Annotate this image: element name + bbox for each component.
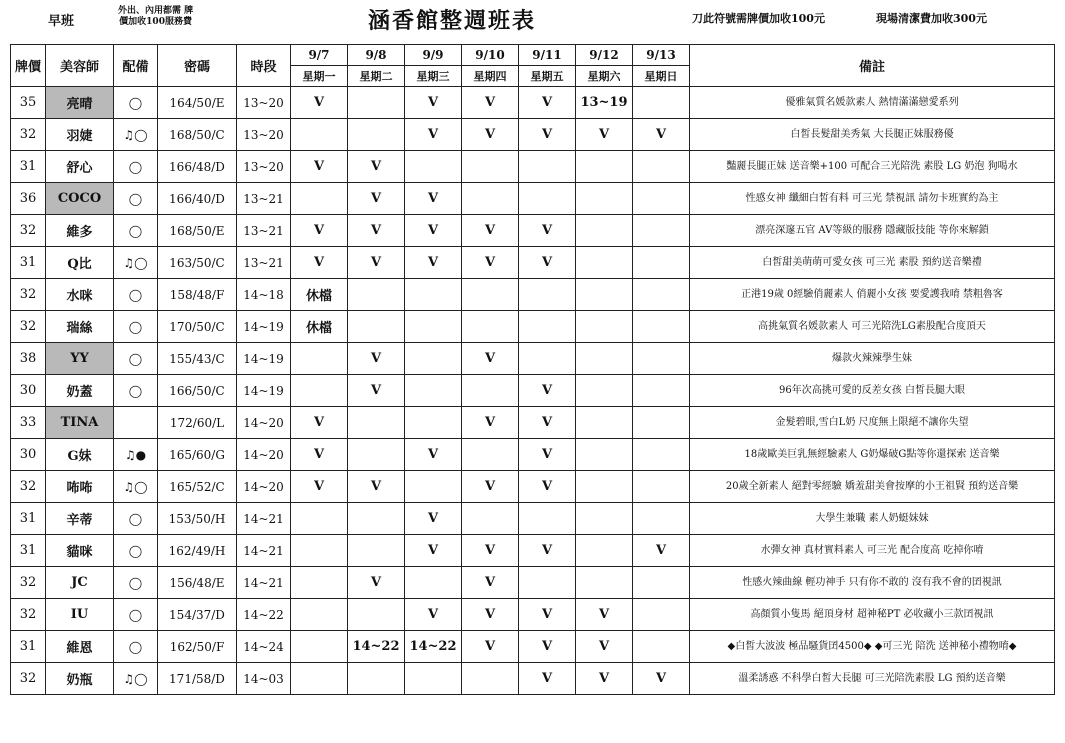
day-cell: V	[291, 471, 348, 503]
day-cell: V	[405, 599, 462, 631]
price-cell: 32	[11, 215, 46, 247]
day-cell: V	[405, 119, 462, 151]
col-cup: 配備	[114, 45, 158, 87]
cup-cell: ◯	[114, 87, 158, 119]
day-cell: V	[576, 599, 633, 631]
col-date: 9/10	[462, 45, 519, 66]
day-cell	[633, 407, 690, 439]
name-cell: 羽婕	[46, 119, 114, 151]
page-title: 涵香館整週班表	[368, 8, 537, 34]
schedule-body	[11, 87, 1055, 695]
day-cell	[348, 599, 405, 631]
schedule-table	[10, 44, 1055, 695]
name-cell: IU	[46, 599, 114, 631]
table-row	[11, 343, 1055, 375]
surcharge-note: 刀此符號需牌價加收100元	[692, 12, 825, 25]
cup-cell: ♫◯	[114, 119, 158, 151]
time-cell: 14~24	[237, 631, 291, 663]
day-cell	[462, 375, 519, 407]
code-cell: 171/58/D	[158, 663, 237, 695]
note-cell: 白皙長髮甜美秀氣 大長腿正妹服務優	[690, 119, 1055, 151]
name-cell: 奶蓋	[46, 375, 114, 407]
name-cell: G妹	[46, 439, 114, 471]
day-cell	[405, 311, 462, 343]
day-cell	[519, 311, 576, 343]
note-cell: 性感火辣曲線 輕功神手 只有你不敢的 沒有我不會的囝視訊	[690, 567, 1055, 599]
day-cell: V	[462, 599, 519, 631]
time-cell: 14~21	[237, 535, 291, 567]
time-cell: 14~19	[237, 311, 291, 343]
price-cell: 31	[11, 503, 46, 535]
cup-cell: ◯	[114, 375, 158, 407]
day-cell	[291, 535, 348, 567]
day-cell: V	[519, 599, 576, 631]
cup-cell: ◯	[114, 343, 158, 375]
day-cell: V	[405, 183, 462, 215]
day-cell	[576, 567, 633, 599]
time-cell: 14~21	[237, 503, 291, 535]
time-cell: 13~21	[237, 215, 291, 247]
price-cell: 32	[11, 663, 46, 695]
day-cell	[291, 599, 348, 631]
time-cell: 14~20	[237, 407, 291, 439]
day-cell	[291, 343, 348, 375]
name-cell: TINA	[46, 407, 114, 439]
day-cell: V	[462, 567, 519, 599]
cup-cell: ◯	[114, 151, 158, 183]
day-cell: V	[348, 183, 405, 215]
table-row	[11, 439, 1055, 471]
day-cell	[405, 407, 462, 439]
day-cell: V	[462, 247, 519, 279]
price-cell: 32	[11, 119, 46, 151]
day-cell	[291, 567, 348, 599]
day-cell: V	[291, 407, 348, 439]
day-cell: V	[405, 503, 462, 535]
code-cell: 164/50/E	[158, 87, 237, 119]
code-cell: 163/50/C	[158, 247, 237, 279]
day-cell: V	[348, 343, 405, 375]
table-row	[11, 471, 1055, 503]
day-cell: V	[462, 119, 519, 151]
code-cell: 154/37/D	[158, 599, 237, 631]
day-cell	[519, 503, 576, 535]
day-cell: V	[519, 471, 576, 503]
note-cell: 96年次高挑可愛的反差女孩 白皙長腿大眼	[690, 375, 1055, 407]
col-date: 9/8	[348, 45, 405, 66]
day-cell	[405, 151, 462, 183]
day-cell: V	[348, 151, 405, 183]
day-cell: V	[519, 631, 576, 663]
code-cell: 162/50/F	[158, 631, 237, 663]
name-cell: 維恩	[46, 631, 114, 663]
day-cell	[348, 407, 405, 439]
day-cell	[633, 215, 690, 247]
day-cell	[462, 151, 519, 183]
code-cell: 155/43/C	[158, 343, 237, 375]
day-cell: V	[576, 119, 633, 151]
day-cell	[633, 375, 690, 407]
day-cell	[348, 503, 405, 535]
day-cell: V	[291, 87, 348, 119]
col-code: 密碼	[158, 45, 237, 87]
time-cell: 13~20	[237, 151, 291, 183]
day-cell: V	[291, 247, 348, 279]
day-cell	[576, 407, 633, 439]
cup-cell: ◯	[114, 599, 158, 631]
day-cell	[291, 375, 348, 407]
cup-cell: ♫◯	[114, 247, 158, 279]
time-cell: 13~20	[237, 119, 291, 151]
day-cell: V	[633, 663, 690, 695]
day-cell	[291, 631, 348, 663]
day-cell	[348, 87, 405, 119]
col-price: 牌價	[11, 45, 46, 87]
note-cell: 優雅氣質名媛款素人 熱情滿滿戀愛系列	[690, 87, 1055, 119]
day-cell: V	[633, 119, 690, 151]
name-cell: 亮晴	[46, 87, 114, 119]
code-cell: 166/40/D	[158, 183, 237, 215]
day-cell	[633, 343, 690, 375]
table-row	[11, 119, 1055, 151]
day-cell: 休檔	[291, 279, 348, 311]
table-row	[11, 567, 1055, 599]
day-cell	[576, 183, 633, 215]
name-cell: 辛蒂	[46, 503, 114, 535]
service-fee-note-line1: 外出、內用都需 牌	[118, 6, 194, 16]
price-cell: 36	[11, 183, 46, 215]
col-weekday: 星期三	[405, 66, 462, 87]
day-cell: V	[519, 535, 576, 567]
name-cell: YY	[46, 343, 114, 375]
table-row	[11, 503, 1055, 535]
table-row	[11, 151, 1055, 183]
day-cell: V	[462, 471, 519, 503]
time-cell: 14~18	[237, 279, 291, 311]
service-fee-note-line2: 價加收100服務費	[119, 17, 192, 27]
day-cell	[576, 247, 633, 279]
col-weekday: 星期二	[348, 66, 405, 87]
cup-cell: ◯	[114, 311, 158, 343]
day-cell: V	[348, 471, 405, 503]
code-cell: 166/48/D	[158, 151, 237, 183]
day-cell	[576, 375, 633, 407]
day-cell: V	[519, 663, 576, 695]
day-cell	[291, 503, 348, 535]
code-cell: 172/60/L	[158, 407, 237, 439]
day-cell	[576, 471, 633, 503]
code-cell: 165/52/C	[158, 471, 237, 503]
note-cell: 大學生兼職 素人奶蜓妹妹	[690, 503, 1055, 535]
name-cell: 瑞絲	[46, 311, 114, 343]
col-date: 9/11	[519, 45, 576, 66]
price-cell: 31	[11, 631, 46, 663]
day-cell	[348, 279, 405, 311]
note-cell: 高顏質小隻馬 絕頂身材 超神秘PT 必收藏小三款囝視訊	[690, 599, 1055, 631]
day-cell	[462, 311, 519, 343]
time-cell: 14~21	[237, 567, 291, 599]
service-fee-note	[118, 6, 193, 28]
cup-cell: ♫●	[114, 439, 158, 471]
day-cell	[462, 279, 519, 311]
note-cell: 豔麗長腿正妹 送音樂+100 可配合三光陪洗 素股 LG 奶泡 狗喝水	[690, 151, 1055, 183]
time-cell: 14~20	[237, 439, 291, 471]
day-cell: V	[462, 407, 519, 439]
day-cell	[576, 503, 633, 535]
name-cell: 奶瓶	[46, 663, 114, 695]
day-cell	[633, 311, 690, 343]
day-cell	[576, 279, 633, 311]
col-remark: 備註	[690, 45, 1055, 87]
day-cell	[633, 599, 690, 631]
day-cell	[405, 567, 462, 599]
day-cell	[633, 247, 690, 279]
name-cell: 維多	[46, 215, 114, 247]
time-cell: 13~21	[237, 183, 291, 215]
cup-cell: ◯	[114, 567, 158, 599]
day-cell	[291, 183, 348, 215]
table-row	[11, 215, 1055, 247]
day-cell: V	[519, 87, 576, 119]
price-cell: 30	[11, 375, 46, 407]
day-cell: V	[462, 87, 519, 119]
cup-cell: ◯	[114, 535, 158, 567]
day-cell	[462, 183, 519, 215]
day-cell: V	[633, 535, 690, 567]
day-cell	[348, 439, 405, 471]
name-cell: 咘咘	[46, 471, 114, 503]
price-cell: 35	[11, 87, 46, 119]
day-cell	[576, 311, 633, 343]
price-cell: 31	[11, 151, 46, 183]
day-cell: V	[405, 247, 462, 279]
day-cell: V	[348, 567, 405, 599]
day-cell: V	[462, 215, 519, 247]
col-name: 美容師	[46, 45, 114, 87]
day-cell: V	[519, 375, 576, 407]
cup-cell	[114, 407, 158, 439]
day-cell	[519, 567, 576, 599]
time-cell: 13~20	[237, 87, 291, 119]
note-cell: 金髮碧眼,雪白L奶 尺度無上限絕不讓你失望	[690, 407, 1055, 439]
col-weekday: 星期日	[633, 66, 690, 87]
table-row	[11, 407, 1055, 439]
name-cell: 貓咪	[46, 535, 114, 567]
price-cell: 32	[11, 279, 46, 311]
price-cell: 32	[11, 471, 46, 503]
day-cell	[348, 663, 405, 695]
day-cell: V	[519, 439, 576, 471]
day-cell	[633, 183, 690, 215]
cleaning-fee-note: 現場清潔費加收300元	[876, 12, 987, 25]
day-cell	[519, 183, 576, 215]
day-cell	[348, 535, 405, 567]
name-cell: JC	[46, 567, 114, 599]
day-cell: V	[462, 631, 519, 663]
day-cell: V	[462, 535, 519, 567]
day-cell: V	[348, 215, 405, 247]
shift-label: 早班	[48, 14, 75, 29]
day-cell	[576, 535, 633, 567]
note-cell: 爆款火辣辣學生妹	[690, 343, 1055, 375]
day-cell	[576, 343, 633, 375]
day-cell	[633, 471, 690, 503]
day-cell	[405, 375, 462, 407]
col-date: 9/12	[576, 45, 633, 66]
day-cell	[519, 279, 576, 311]
note-cell: ◆白皙大波波 極品騷貨囝4500◆ ◆可三光 陪洗 送神秘小禮物唷◆	[690, 631, 1055, 663]
day-cell: V	[405, 215, 462, 247]
day-cell	[405, 343, 462, 375]
day-cell	[576, 151, 633, 183]
day-cell: V	[405, 439, 462, 471]
code-cell: 168/50/E	[158, 215, 237, 247]
day-cell: V	[576, 663, 633, 695]
cup-cell: ◯	[114, 215, 158, 247]
day-cell: 14~22	[348, 631, 405, 663]
price-cell: 38	[11, 343, 46, 375]
cup-cell: ◯	[114, 631, 158, 663]
day-cell	[633, 279, 690, 311]
note-cell: 溫柔誘惑 不科學白皙大長腿 可三光陪洗素股 LG 預約送音樂	[690, 663, 1055, 695]
day-cell: V	[519, 407, 576, 439]
time-cell: 14~22	[237, 599, 291, 631]
day-cell: V	[348, 375, 405, 407]
price-cell: 32	[11, 599, 46, 631]
note-cell: 性感女神 纖細白皙有料 可三光 禁視訊 請勿卡班實約為主	[690, 183, 1055, 215]
code-cell: 170/50/C	[158, 311, 237, 343]
col-time: 時段	[237, 45, 291, 87]
day-cell	[348, 119, 405, 151]
time-cell: 13~21	[237, 247, 291, 279]
table-row	[11, 87, 1055, 119]
day-cell	[405, 663, 462, 695]
time-cell: 14~03	[237, 663, 291, 695]
day-cell: V	[291, 215, 348, 247]
table-row	[11, 631, 1055, 663]
name-cell: COCO	[46, 183, 114, 215]
table-row	[11, 599, 1055, 631]
day-cell: V	[405, 87, 462, 119]
day-cell	[633, 151, 690, 183]
day-cell	[633, 503, 690, 535]
time-cell: 14~19	[237, 343, 291, 375]
code-cell: 166/50/C	[158, 375, 237, 407]
cup-cell: ◯	[114, 279, 158, 311]
note-cell: 漂亮深邃五官 AV等級的服務 隱藏版技能 等你來解鎖	[690, 215, 1055, 247]
day-cell	[405, 279, 462, 311]
name-cell: Q比	[46, 247, 114, 279]
day-cell: V	[519, 247, 576, 279]
day-cell	[576, 439, 633, 471]
col-weekday: 星期一	[291, 66, 348, 87]
day-cell: V	[576, 631, 633, 663]
table-row	[11, 183, 1055, 215]
day-cell	[633, 87, 690, 119]
day-cell	[348, 311, 405, 343]
code-cell: 168/50/C	[158, 119, 237, 151]
table-row	[11, 311, 1055, 343]
name-cell: 舒心	[46, 151, 114, 183]
day-cell	[462, 663, 519, 695]
code-cell: 156/48/E	[158, 567, 237, 599]
cup-cell: ♫◯	[114, 663, 158, 695]
col-date: 9/13	[633, 45, 690, 66]
day-cell	[291, 119, 348, 151]
note-cell: 正港19歲 0經驗俏麗素人 俏麗小女孩 要愛護我唷 禁粗魯客	[690, 279, 1055, 311]
day-cell	[519, 343, 576, 375]
note-cell: 水彈女神 真材實料素人 可三光 配合度高 吃掉你唷	[690, 535, 1055, 567]
cup-cell: ◯	[114, 503, 158, 535]
day-cell: V	[519, 215, 576, 247]
day-cell	[291, 663, 348, 695]
day-cell: 14~22	[405, 631, 462, 663]
note-cell: 20歲全新素人 絕對零經驗 嬌羞甜美會按摩的小王祖賢 預約送音樂	[690, 471, 1055, 503]
day-cell: 13~19	[576, 87, 633, 119]
col-date: 9/7	[291, 45, 348, 66]
price-cell: 30	[11, 439, 46, 471]
time-cell: 14~19	[237, 375, 291, 407]
day-cell	[462, 503, 519, 535]
price-cell: 31	[11, 535, 46, 567]
price-cell: 32	[11, 311, 46, 343]
day-cell	[519, 151, 576, 183]
day-cell	[633, 631, 690, 663]
code-cell: 153/50/H	[158, 503, 237, 535]
day-cell	[405, 471, 462, 503]
code-cell: 162/49/H	[158, 535, 237, 567]
time-cell: 14~20	[237, 471, 291, 503]
code-cell: 165/60/G	[158, 439, 237, 471]
col-date: 9/9	[405, 45, 462, 66]
cup-cell: ◯	[114, 183, 158, 215]
day-cell: V	[519, 119, 576, 151]
price-cell: 33	[11, 407, 46, 439]
day-cell: V	[405, 535, 462, 567]
day-cell: V	[291, 439, 348, 471]
col-weekday: 星期四	[462, 66, 519, 87]
day-cell	[633, 439, 690, 471]
day-cell: 休檔	[291, 311, 348, 343]
day-cell	[633, 567, 690, 599]
code-cell: 158/48/F	[158, 279, 237, 311]
cup-cell: ♫◯	[114, 471, 158, 503]
header-row-dates	[11, 45, 1055, 66]
note-cell: 高挑氣質名媛款素人 可三光陪洗LG素股配合度頂天	[690, 311, 1055, 343]
col-weekday: 星期五	[519, 66, 576, 87]
table-row	[11, 279, 1055, 311]
day-cell: V	[462, 343, 519, 375]
table-row	[11, 247, 1055, 279]
table-row	[11, 375, 1055, 407]
price-cell: 31	[11, 247, 46, 279]
name-cell: 水咪	[46, 279, 114, 311]
day-cell	[576, 215, 633, 247]
table-row	[11, 663, 1055, 695]
day-cell: V	[348, 247, 405, 279]
note-cell: 白皙甜美萌萌可愛女孩 可三光 素股 預約送音樂禮	[690, 247, 1055, 279]
table-row	[11, 535, 1055, 567]
note-cell: 18歲歐美巨乳無經驗素人 G奶爆破G點等你還探索 送音樂	[690, 439, 1055, 471]
day-cell: V	[291, 151, 348, 183]
col-weekday: 星期六	[576, 66, 633, 87]
price-cell: 32	[11, 567, 46, 599]
day-cell	[462, 439, 519, 471]
